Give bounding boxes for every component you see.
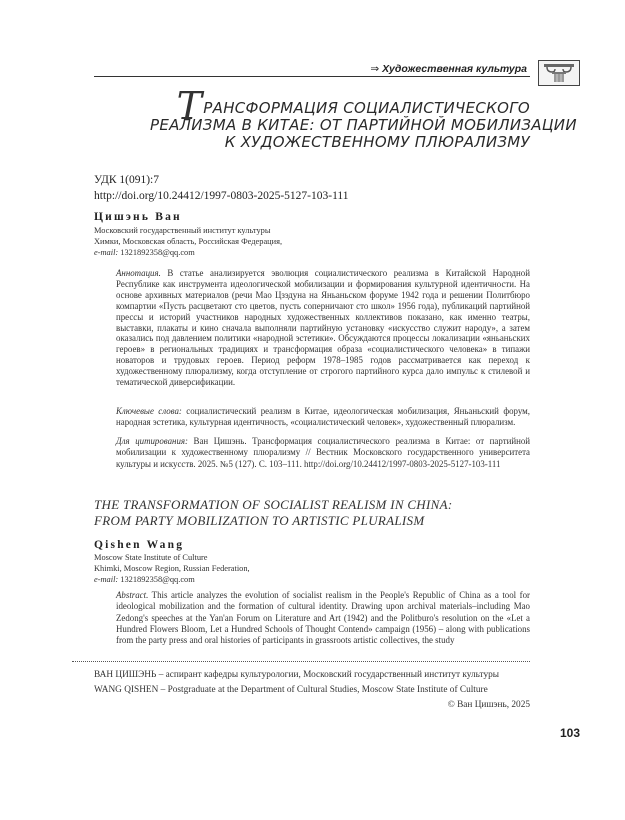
abstract-en bbox=[116, 590, 530, 646]
article-title-ru bbox=[150, 84, 577, 151]
citation-ru-label: Для цитирования: bbox=[116, 436, 188, 446]
author-bio-ru: ВАН ЦИШЭНЬ – аспирант кафедры культурологии, Московский государственный институт культуры bbox=[94, 670, 499, 680]
running-header-section bbox=[370, 63, 527, 75]
author-email-en bbox=[94, 574, 195, 585]
abstract-en-text: This article analyzes the evolution of socialist realism in the People's Republic of China as a tool for ideological mobilization and the formation of cultural identity. Drawing upon archival materials–including Mao Zedong's speeches at the Yan'an Forum on Literature and Art (1942) and the Politburo's resolution on the «Let a Hundred Flowers Bloom, Let a Hundred Schools of Thought Contend» campaign (1956) – along with publications from the party press and oral histories of participants in grassroots artistic collectives, the study bbox=[116, 590, 530, 646]
email-address[interactable]: 1321892358@qq.com bbox=[120, 575, 195, 584]
column-capital-icon bbox=[538, 60, 580, 86]
email-label: e-mail: bbox=[94, 575, 119, 584]
keywords-ru-label: Ключевые слова: bbox=[116, 406, 182, 416]
email-address[interactable]: 1321892358@qq.com bbox=[120, 248, 195, 257]
section-title: Художественная культура bbox=[382, 63, 527, 75]
copyright-notice: © Ван Цишэнь, 2025 bbox=[447, 700, 530, 710]
page-number: 103 bbox=[559, 726, 580, 740]
abstract-ru-text: В статье анализируется эволюция социалистического реализма в Китайской Народной Республике как инструмента идеологической мобилизации и формирования культурной идентичности. На основе архивных материалов (речи Мао Цзэдуна на Яньаньском форуме 1942 года и решении Политбюро компартии «Пусть расцветают сто цветов, пусть соперничают сто школ» 1956 года), публикаций партийной прессы и историй участников народных художественных коллективов показано, как именно театры, выставки, плакаты и кино сначала выполняли партийную установку «искусство служит народу», а затем оказались под давлением политики «народной эстетики». Обсуждаются процессы локализации «яньаньских героев» в региональных традициях и трансформация образа «социалистического человека» в типажи новаторов и трудовых героев. Период реформ 1978–1985 годов рассматривается как переход к художественному плюрализму, когда отступление от строгого партийного курса дало импульс к стилевой и тематической диверсификации. bbox=[116, 268, 530, 388]
author-bio-en: WANG QISHEN – Postgraduate at the Department of Cultural Studies, Moscow State Institute of Culture bbox=[94, 685, 488, 695]
author-location-ru: Химки, Московская область, Российская Федерация, bbox=[94, 237, 283, 246]
citation-ru-text: Ван Цишэнь. Трансформация социалистического реализма в Китае: от партийной мобилизации к художественному плюрализму // Вестник Московского государственного университета культуры и искусств. 2025. №5 (127). С. 103–111. http://doi.org/10.24412/1997-0803-2025-5127-103-111 bbox=[116, 436, 531, 469]
doi-link[interactable]: http://doi.org/10.24412/1997-0803-2025-5127-103-111 bbox=[94, 190, 349, 202]
title-ru-line-2: РЕАЛИЗМА В КИТАЕ: ОТ ПАРТИЙНОЙ МОБИЛИЗАЦИИ bbox=[150, 116, 577, 134]
title-ru-line-1: ТРАНСФОРМАЦИЯ СОЦИАЛИСТИЧЕСКОГО bbox=[176, 84, 530, 128]
author-institution-ru: Московский государственный институт культуры bbox=[94, 226, 271, 235]
citation-ru bbox=[116, 436, 530, 470]
article-title-en bbox=[94, 497, 452, 529]
udc-code: УДК 1(091):7 bbox=[94, 174, 159, 186]
keywords-ru-text: социалистический реализм в Китае, идеологическая мобилизация, Яньаньский форум, народная эстетика, культурная идентичность, «социалистический человек», художественный плюрализм. bbox=[116, 406, 530, 427]
title-ru-line-3: К ХУДОЖЕСТВЕННОМУ ПЛЮРАЛИЗМУ bbox=[224, 133, 530, 151]
title-drop-cap: Т bbox=[176, 84, 203, 128]
keywords-ru bbox=[116, 406, 530, 428]
abstract-en-label: Abstract. bbox=[116, 590, 149, 600]
header-rule bbox=[94, 76, 530, 77]
author-email-ru bbox=[94, 247, 195, 258]
abstract-ru-label: Аннотация. bbox=[116, 268, 161, 278]
title-en-line-1: THE TRANSFORMATION OF SOCIALIST REALISM IN CHINA: bbox=[94, 497, 453, 512]
author-name-en: Qishen Wang bbox=[94, 539, 185, 551]
abstract-ru bbox=[116, 268, 530, 388]
author-location-en: Khimki, Moscow Region, Russian Federation, bbox=[94, 564, 250, 573]
footnote-divider bbox=[72, 661, 530, 662]
email-label: e-mail: bbox=[94, 248, 119, 257]
author-name-ru: Цишэнь Ван bbox=[94, 211, 182, 223]
author-institution-en: Moscow State Institute of Culture bbox=[94, 553, 208, 562]
arrow-icon: ⇒ bbox=[370, 63, 380, 75]
title-en-line-2: FROM PARTY MOBILIZATION TO ARTISTIC PLURALISM bbox=[94, 513, 425, 528]
